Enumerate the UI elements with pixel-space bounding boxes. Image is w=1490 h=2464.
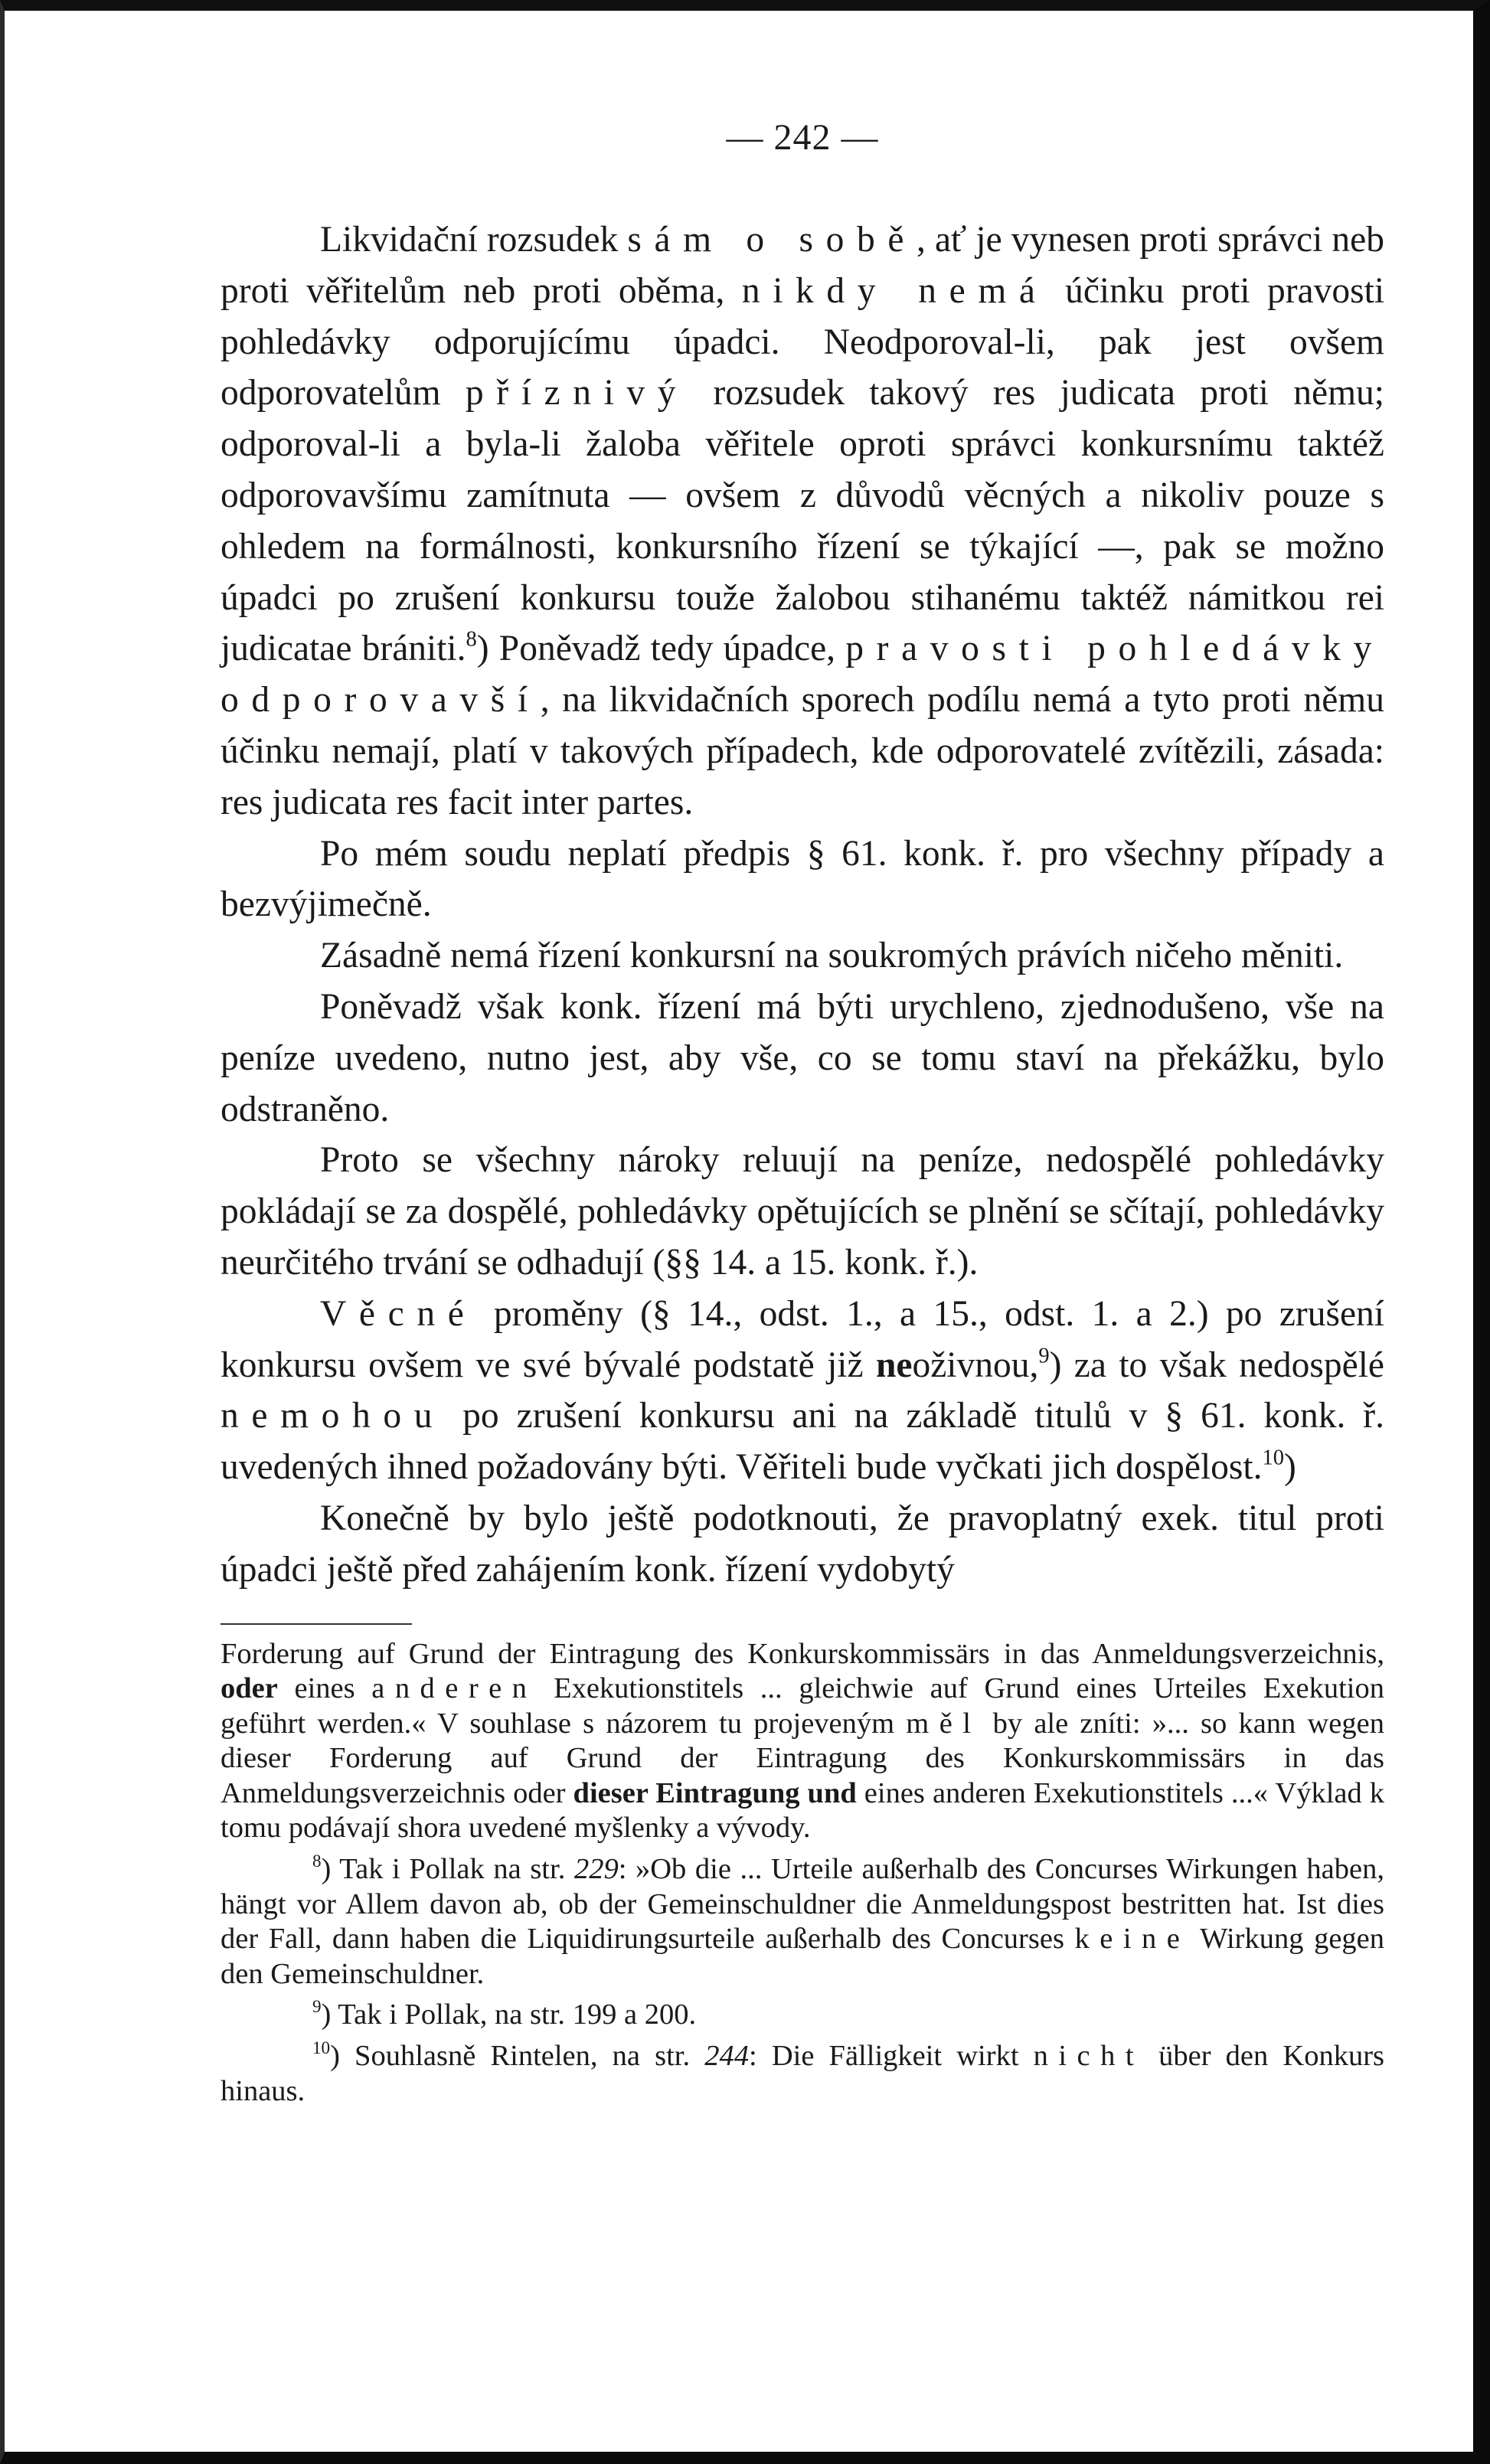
text-run: účinku proti pravosti pohledávky odporujícímu úpadci. Neodporoval-li, pak jest ovšem odporovatelům (221, 270, 1385, 413)
page-number: — 242 — (726, 117, 879, 158)
spaced-emphasis: měl (906, 1707, 982, 1740)
text-run: ) Tak i Pollak na str. (321, 1853, 574, 1886)
text-run: ) Souhlasně Rintelen, na str. (330, 2040, 705, 2073)
footnote-8 (221, 1852, 1384, 1992)
footnote-10 (221, 2039, 1384, 2109)
bold-emphasis: oder (221, 1672, 278, 1705)
italic-number: 244 (704, 2040, 749, 2073)
paragraph: Poněvadž však konk. řízení má býti urychleno, zjednodušeno, vše na peníze uvedeno, nutno jest, aby vše, co se tomu staví na překážku, bylo odstraněno. (221, 986, 1384, 1129)
main-text (221, 214, 1384, 1596)
footnote-mark: 8 (312, 1851, 322, 1871)
footnote-ref: 8 (466, 627, 477, 652)
text-run: Exekutionstitels ... gleichwie auf Grund eines Urteiles Exekution geführt werden.« V souhlase s názorem tu projeveným (221, 1672, 1384, 1740)
text-run: : Die Fälligkeit wirkt (749, 2040, 1034, 2073)
paragraph: Konečně by bylo ještě podotknouti, že pravoplatný exek. titul proti úpadci ještě před zahájením konk. řízení vydobytý (221, 1498, 1384, 1590)
text-run: Forderung auf Grund der Eintragung des Konkurskommissärs in das Anmeldungsverzeichnis, (221, 1637, 1384, 1670)
footnote-mark: 9 (312, 1996, 322, 2017)
spaced-emphasis: keine (1074, 1923, 1191, 1956)
document-page (221, 115, 1384, 2109)
paragraph: Proto se všechny nároky reluují na peníze, nedospělé pohledávky pokládají se za dospělé, pohledávky opětujících se plnění se sčítají, pohledávky neurčitého trvání se odhadují (§§ 14. a 15. konk. ř.). (221, 1140, 1384, 1283)
spaced-emphasis: nicht (1033, 2040, 1145, 2073)
footnote-mark: 10 (312, 2038, 331, 2058)
text-run: ) za to však nedospělé (1049, 1345, 1384, 1385)
paragraph: Zásadně nemá řízení konkursní na soukromých právích ničeho měniti. (320, 936, 1344, 976)
text-run: Wirkung gegen den Gemeinschuldner. (221, 1923, 1385, 1990)
footnote-9 (221, 1998, 1384, 2033)
footnotes (221, 1637, 1384, 2109)
spaced-emphasis: nemohou (221, 1396, 446, 1436)
italic-number: 229 (573, 1853, 619, 1886)
text-run: po zrušení konkursu ani na základě titulů v § 61. konk. ř. uvedených ihned požadovány býti. Věřiteli bude vyčkati jich dospělost. (221, 1396, 1384, 1488)
text-run: proměny (§ 14., odst. 1., a 15., odst. 1. a 2.) po zrušení konkursu ovšem ve své bývalé podstatě již (221, 1293, 1384, 1385)
text-run: ) (1283, 1447, 1296, 1488)
text-run: eines (277, 1672, 372, 1705)
bold-emphasis: ne (875, 1345, 913, 1385)
text-run: ) Poněvadž tedy úpadce, (476, 629, 846, 669)
footnote-continuation (221, 1637, 1384, 1847)
footnote-ref: 9 (1038, 1344, 1050, 1368)
text-run: eines anderen Exekutionstitels ...« Výklad k tomu podávají shora uvedené myšlenky a vývody. (221, 1776, 1385, 1845)
spaced-emphasis: sám o sobě (627, 220, 917, 260)
spaced-emphasis: Věcné (320, 1293, 477, 1334)
text-run: by ale zníti: »... so kann wegen dieser Forderung auf Grund der Eintragung des Konkurskommissärs in das Anmeldungsverzeichnis oder (221, 1707, 1384, 1809)
text-run: oživnou, (912, 1345, 1039, 1385)
spaced-emphasis: pravosti pohledávky odporovavší (221, 629, 1384, 721)
text-run: rozsudek takový res judicata proti němu; odporoval-li a byla-li žaloba věřitele oproti správci konkursnímu taktéž odporovavšímu zamítnuta — ovšem z důvodů věcných a nikoliv pouze s ohledem na formálnosti, konkursního řízení se týkající —, pak se možno úpadci po zrušení konkursu touže žalobou stihanému taktéž námitkou rei judicatae brániti. (221, 373, 1384, 669)
text-run: : »Ob die ... Urteile außerhalb des Concurses Wirkungen haben, hängt vor Allem davon ab, ob der Gemeinschuldner die Anmeldungspost bestritten hat. Ist dies der Fall, dann haben die Liquidirungsurteile außerhalb des Concurses (221, 1853, 1384, 1956)
paragraph: Po mém soudu neplatí předpis § 61. konk. ř. pro všechny případy a bezvýjimečně. (221, 833, 1384, 925)
footnote-divider (221, 1623, 412, 1625)
spaced-emphasis: nikdy nemá (741, 270, 1048, 311)
text-run: , na likvidačních sporech podílu nemá a tyto proti němu účinku nemají, platí v takových případech, kde odporovatelé zvítězili, zásada: res judicata res facit inter partes. (221, 680, 1384, 822)
paragraph (221, 214, 1384, 828)
bold-emphasis: dieser Eintragung und (573, 1776, 857, 1809)
spaced-emphasis: anderen (371, 1672, 538, 1705)
text-run: über den Konkurs hinaus. (221, 2040, 1385, 2107)
footnote-ref: 10 (1262, 1446, 1284, 1470)
text-run: ) Tak i Pollak, na str. 199 a 200. (321, 1998, 697, 2031)
text-run: , ať je vynesen proti správci neb proti věřitelům neb proti oběma, (221, 220, 1384, 311)
text-run: Likvidační rozsudek (320, 220, 628, 260)
spaced-emphasis: příznivý (465, 373, 689, 413)
paragraph (221, 1289, 1384, 1493)
